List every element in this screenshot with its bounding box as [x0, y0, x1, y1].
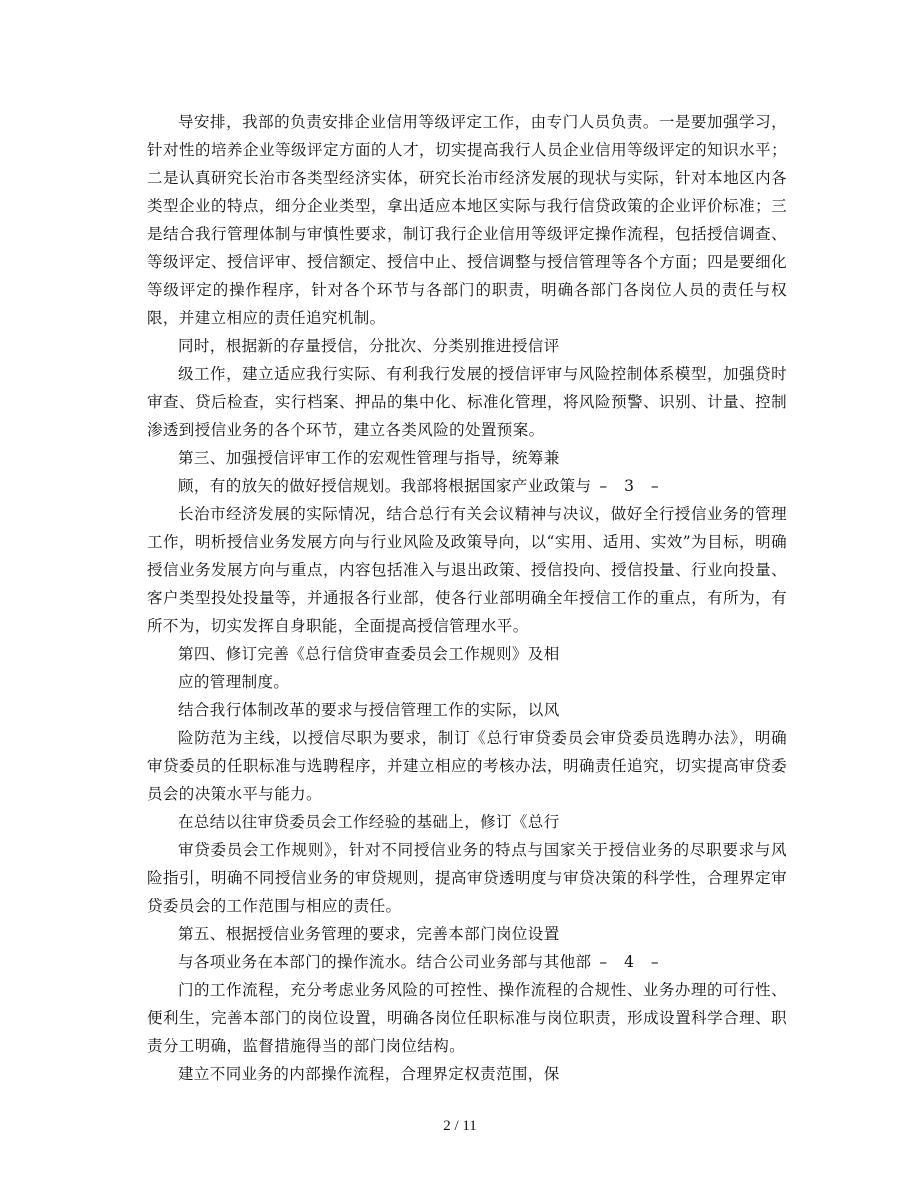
paragraph-7: 第四、修订完善《总行信贷审查委员会工作规则》及相: [178, 645, 560, 663]
paragraph-14: [147, 948, 787, 976]
inline-page-marker-4: – 4 –: [599, 953, 665, 971]
paragraph-9: 结合我行体制改革的要求与授信管理工作的实际，以风: [178, 701, 560, 719]
document-body: [147, 108, 787, 1088]
paragraph-8: 应的管理制度。: [178, 673, 290, 691]
paragraph-2: 同时，根据新的存量授信，分批次、分类别推进授信评: [178, 337, 560, 355]
paragraph-3: 级工作，建立适应我行实际、有利我行发展的授信评审与风险控制体系模型，加强贷时审查、贷后检查，实行档案、押品的集中化、标准化管理，将风险预警、识别、计量、控制渗透到授信业务的各个环节，建立各类风险的处置预案。: [147, 365, 787, 439]
paragraph-10: 险防范为主线，以授信尽职为要求，制订《总行审贷委员会审贷委员选聘办法》，明确审贷委员的任职标准与选聘程序，并建立相应的考核办法，明确责任追究，切实提高审贷委员会的决策水平与能力。: [147, 729, 787, 803]
paragraph-12: 审贷委员会工作规则》，针对不同授信业务的特点与国家关于授信业务的尽职要求与风险指引，明确不同授信业务的审贷规则，提高审贷透明度与审贷决策的科学性，合理界定审贷委员会的工作范围与相应的责任。: [147, 841, 787, 915]
paragraph-16: 建立不同业务的内部操作流程，合理界定权责范围，保: [178, 1065, 560, 1083]
paragraph-13: 第五、根据授信业务管理的要求，完善本部门岗位设置: [178, 925, 560, 943]
paragraph-11: 在总结以往审贷委员会工作经验的基础上，修订《总行: [178, 813, 560, 831]
paragraph-14-text: 与各项业务在本部门的操作流水。结合公司业务部与其他部: [178, 953, 592, 971]
inline-page-marker-3: – 3 –: [599, 477, 665, 495]
paragraph-4: 第三、加强授信评审工作的宏观性管理与指导，统筹兼: [178, 449, 560, 467]
paragraph-5: [147, 472, 787, 500]
paragraph-6: 长治市经济发展的实际情况，结合总行有关会议精神与决议，做好全行授信业务的管理工作，明析授信业务发展方向与行业风险及政策导向，以“实用、适用、实效”为目标，明确授信业务发展方向与重点，内容包括准入与退出政策、授信投向、授信投量、行业向投量、客户类型投处投量等，并通报各行业部，使各行业部明确全年授信工作的重点，有所为，有所不为，切实发挥自身职能，全面提高授信管理水平。: [147, 505, 787, 635]
page-indicator: 2 / 11: [443, 1118, 477, 1134]
paragraph-1: 导安排，我部的负责安排企业信用等级评定工作，由专门人员负责。一是要加强学习，针对性的培养企业等级评定方面的人才，切实提高我行人员企业信用等级评定的知识水平；二是认真研究长治市各类型经济实体，研究长治市经济发展的现状与实际，针对本地区内各类型企业的特点，细分企业类型，拿出适应本地区实际与我行信贷政策的企业评价标准；三是结合我行管理体制与审慎性要求，制订我行企业信用等级评定操作流程，包括授信调查、等级评定、授信评审、授信额定、授信中止、授信调整与授信管理等各个方面；四是要细化等级评定的操作程序，针对各个环节与各部门的职责，明确各部门各岗位人员的责任与权限，并建立相应的责任追究机制。: [147, 113, 787, 327]
paragraph-5-text: 顾，有的放矢的做好授信规划。我部将根据国家产业政策与: [178, 477, 592, 495]
paragraph-15: 门的工作流程，充分考虑业务风险的可控性、操作流程的合规性、业务办理的可行性、便利生，完善本部门的岗位设置，明确各岗位任职标准与岗位职责，形成设置科学合理、职责分工明确，监督措施得当的部门岗位结构。: [147, 981, 787, 1055]
